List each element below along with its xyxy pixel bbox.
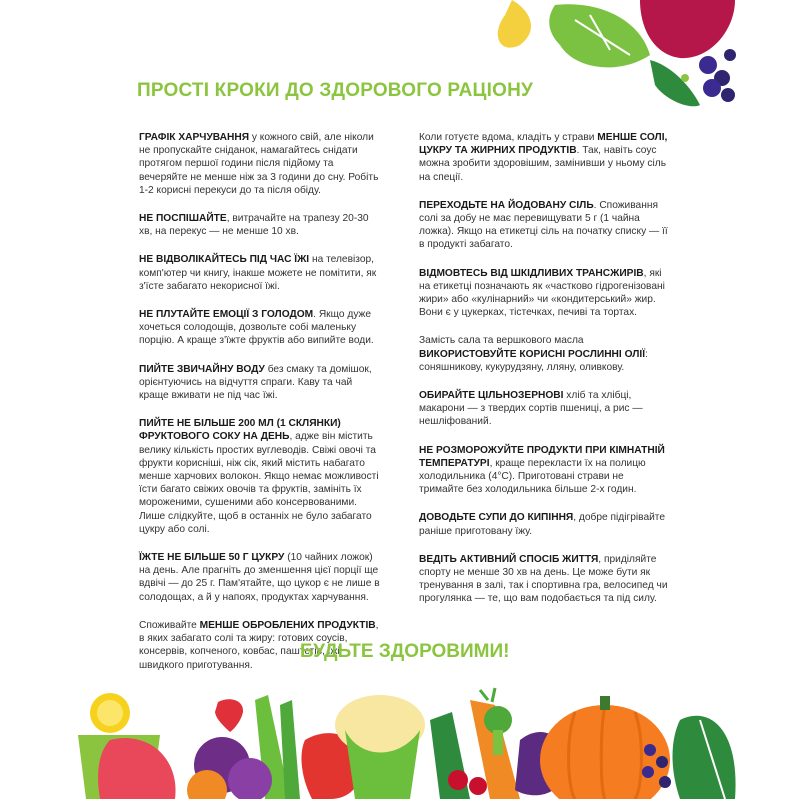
tip-no-distraction: НЕ ВІДВОЛІКАЙТЕСЬ ПІД ЧАС ЇЖІ на телевізор, комп'ютер чи книгу, інакше можете не помітити, як з'їсте забагато некорисної їжі. [139, 254, 377, 292]
tip-juice: ПИЙТЕ НЕ БІЛЬШЕ 200 МЛ (1 СКЛЯНКИ) ФРУКТОВОГО СОКУ НА ДЕНЬ, адже він містить велику кількість простих вуглеводів. Свіжі овочі та фрукти корисніші, ніж сік, який містить набагато менше харчових волокон. Якщо немає можливості їсти багато свіжих овочів та фруктів, замініть їх мороженими, сушеними або консервованими. Лише слідкуйте, щоб в останніх не було забагато цукру або солі. [139, 418, 379, 535]
lemon-icon [90, 693, 130, 733]
lettuce-icon [549, 4, 650, 67]
left-column [139, 131, 384, 687]
tip-defrost: НЕ РОЗМОРОЖУЙТЕ ПРОДУКТИ ПРИ КІМНАТНІЙ ТЕМПЕРАТУРІ, краще перекласти їх на полицю холодильника (4°C). Приготовані страви не тримайте без холодильника більше 2-х годин. [419, 444, 665, 496]
tip-no-rush: НЕ ПОСПІШАЙТЕ, витрачайте на трапезу 20-30 хв, на перекус — не менше 10 хв. [139, 213, 369, 238]
tip-trans-fats: ВІДМОВТЕСЬ ВІД ШКІДЛИВИХ ТРАНСЖИРІВ, які на етикетці позначають як «частково гідрогенізовані жири» або «кулінарний» чи «кондитерський» жир. Вони є у цукерках, тістечках, печиві та тортах. [419, 267, 665, 319]
right-column [419, 131, 669, 621]
pear-icon [498, 0, 531, 48]
tip-oils: Замість сала та вершкового масла ВИКОРИСТОВУЙТЕ КОРИСНІ РОСЛИННІ ОЛІЇ: соняшникову, кукурудзяну, лляну, оливкову. [419, 335, 648, 373]
beet-icon [640, 0, 735, 58]
tip-processed: Споживайте МЕНШЕ ОБРОБЛЕНИХ ПРОДУКТІВ, в яких забагато солі та жиру: готових соусів, консервів, копченого, ковбас, паштетів, їжі швидкого приготування. [139, 619, 379, 671]
tip-sugar: ЇЖТЕ НЕ БІЛЬШЕ 50 Г ЦУКРУ (10 чайних ложок) на день. Але прагніть до зменшення цієї порції ще вдвічі — до 25 г. Пам'ятайте, що цукор є не лише в солодощах, а й у напоях, продуктах харчування. [139, 552, 380, 603]
cucumber-icon [650, 60, 700, 106]
closing-slogan: БУДЬТЕ ЗДОРОВИМИ! [300, 641, 510, 662]
meat-icon [98, 738, 176, 799]
tip-less-salt: Коли готуєте вдома, кладіть у страви МЕНШЕ СОЛІ, ЦУКРУ ТА ЖИРНИХ ПРОДУКТІВ. Так, навіть соус можна зробити здоровішим, замінивши у ньому сіль на спеції. [419, 132, 668, 183]
page-title: ПРОСТІ КРОКИ ДО ЗДОРОВОГО РАЦІОНУ [137, 80, 534, 101]
tip-emotions: НЕ ПЛУТАЙТЕ ЕМОЦІЇ З ГОЛОДОМ. Якщо дуже хочеться солодощів, дозвольте собі маленьку порцію. А краще з'їжте фруктів або випийте води. [139, 309, 374, 347]
tip-meal-schedule: ГРАФІК ХАРЧУВАННЯ у кожного свій, але ніколи не пропускайте сніданок, намагайтесь снідати протягом першої години після підйому та вечеряйте не менше ніж за 3 години до сну. Робіть 1-2 корисні перекуси до та після обіду. [139, 132, 379, 196]
tip-active-life: ВЕДІТЬ АКТИВНИЙ СПОСІБ ЖИТТЯ, приділяйте спорту не менше 30 хв на день. Це може бути як тренування в залі, так і спортивна гра, велосипед чи прогулянка — те, що вам подобається та під силу. [419, 553, 668, 605]
tip-whole-grain: ОБИРАЙТЕ ЦІЛЬНОЗЕРНОВІ хліб та хлібці, макарони — з твердих сортів пшениці, а рис — нешліфований. [419, 390, 643, 428]
strawberry-icon [215, 699, 243, 732]
tip-water: ПИЙТЕ ЗВИЧАЙНУ ВОДУ без смаку та домішок, орієнтуючись на відчуття спраги. Каву та чай краще вживати не під час їжі. [139, 363, 372, 402]
tip-iodized-salt: ПЕРЕХОДЬТЕ НА ЙОДОВАНУ СІЛЬ. Споживання солі за добу не має перевищувати 5 г (1 чайна ложка). Якщо на етикетці сіль на початку списку — її в продукті забагато. [419, 199, 668, 251]
leafy-greens-icon [673, 716, 736, 799]
tip-boil-soups: ДОВОДЬТЕ СУПИ ДО КИПІННЯ, добре підігрівайте раніше приготовану їжу. [419, 512, 666, 537]
